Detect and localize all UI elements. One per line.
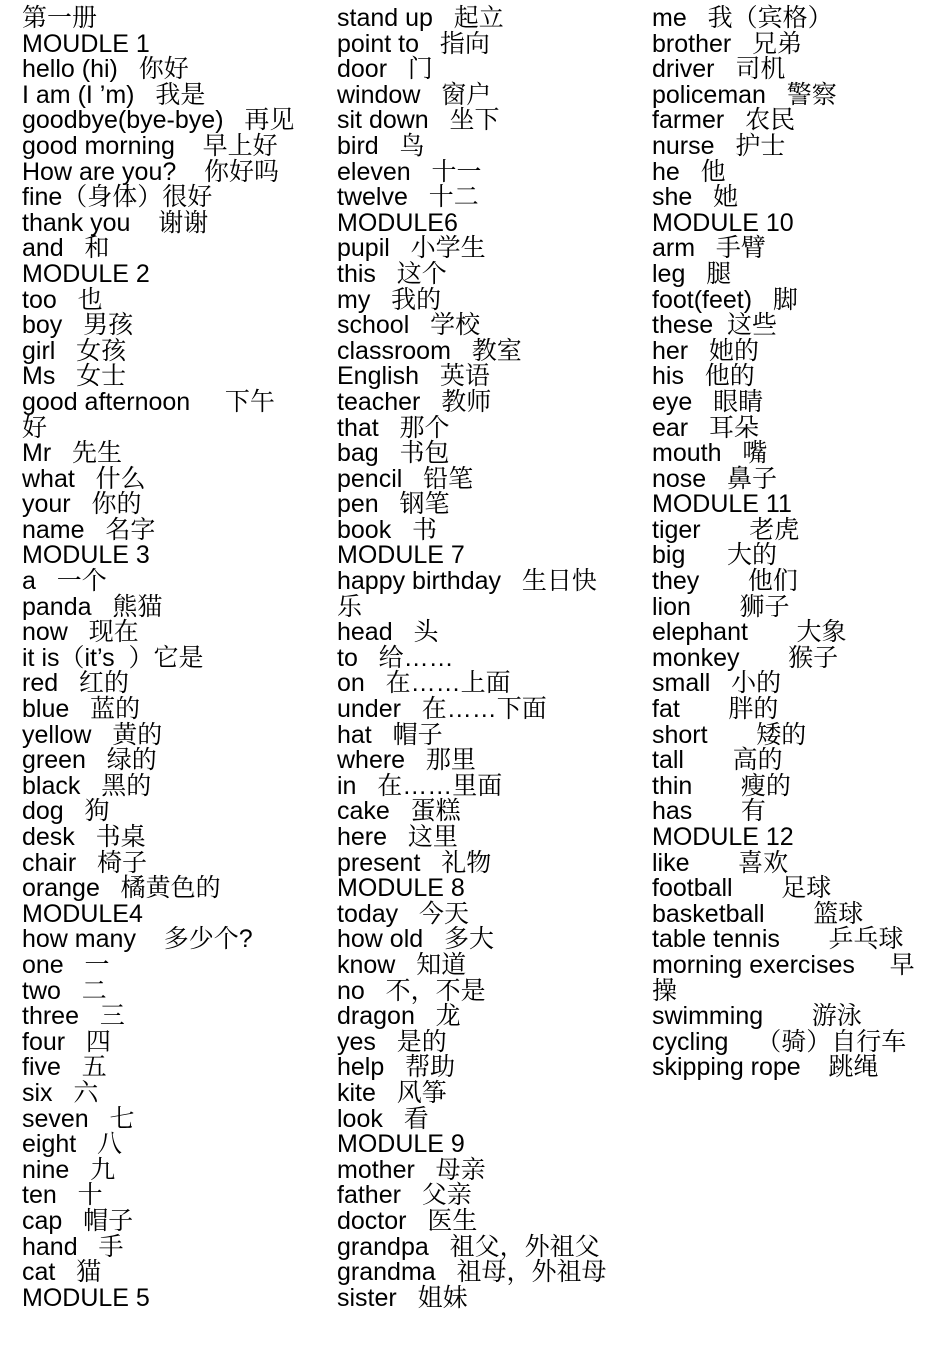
vocab-entry: farmer 农民 — [652, 106, 796, 135]
vocab-entry: seven 七 — [22, 1104, 135, 1133]
vocab-entry: grandma 祖母，外祖母 — [337, 1258, 607, 1287]
vocab-entry: grandpa 祖父，外祖父 — [337, 1232, 600, 1261]
vocab-entry: monkey 猴子 — [652, 643, 839, 672]
vocab-entry: Mr 先生 — [22, 439, 122, 468]
vocab-entry: bag 书包 — [337, 439, 450, 468]
vocab-entry: door 门 — [337, 55, 433, 84]
module-heading: MODULE4 — [22, 899, 143, 928]
vocab-entry: desk 书桌 — [22, 823, 146, 851]
vocab-entry: small 小的 — [652, 669, 782, 698]
vocabulary-column-3 — [652, 6, 930, 1081]
vocab-entry: me 我（宾格） — [652, 4, 833, 32]
vocab-entry: five 五 — [22, 1053, 107, 1082]
vocab-entry: arm 手臂 — [652, 234, 766, 263]
vocab-entry: his 他的 — [652, 362, 755, 391]
vocab-entry: yellow 黄的 — [22, 720, 163, 749]
vocab-entry: your 你的 — [22, 490, 142, 519]
vocab-entry: swimming 游泳 — [652, 1002, 862, 1031]
vocab-entry: she 她 — [652, 183, 739, 212]
vocabulary-column-2 — [337, 6, 617, 1311]
module-heading: MOUDLE 1 — [22, 29, 150, 58]
vocab-entry: what 什么 — [22, 464, 146, 493]
vocab-entry: to 给…… — [337, 643, 454, 672]
vocab-entry: her 她的 — [652, 336, 759, 365]
vocab-entry: ten 十 — [22, 1181, 103, 1210]
vocab-entry: doctor 医生 — [337, 1206, 478, 1235]
vocab-entry: dragon 龙 — [337, 1002, 461, 1031]
vocab-entry: tiger 老虎 — [652, 515, 800, 544]
vocab-entry: no 不，不是 — [337, 976, 486, 1005]
vocab-entry: boy 男孩 — [22, 311, 134, 340]
vocab-entry: yes 是的 — [337, 1027, 447, 1056]
vocab-entry: skipping rope 跳绳 — [652, 1053, 879, 1082]
vocab-entry: goodbye(bye-bye) 再见 — [22, 106, 295, 135]
vocab-entry: under 在……下面 — [337, 695, 547, 724]
vocab-entry: eye 眼睛 — [652, 387, 764, 416]
vocab-entry: pupil 小学生 — [337, 234, 486, 263]
vocab-entry: 第一册 — [22, 4, 98, 32]
vocab-entry: thin 瘦的 — [652, 771, 791, 800]
module-heading: MODULE 10 — [652, 208, 794, 237]
vocab-entry: three 三 — [22, 1002, 125, 1031]
vocab-entry: present 礼物 — [337, 848, 492, 877]
vocab-entry: hand 手 — [22, 1232, 124, 1261]
vocab-entry: pen 钢笔 — [337, 490, 450, 519]
vocab-entry: tall 高的 — [652, 746, 783, 775]
vocab-entry: policeman 警察 — [652, 80, 837, 109]
vocab-entry: leg 腿 — [652, 259, 732, 288]
vocab-entry: mouth 嘴 — [652, 439, 768, 468]
vocab-entry: one 一 — [22, 950, 110, 979]
vocab-entry: dog 狗 — [22, 797, 110, 826]
vocab-entry: and 和 — [22, 234, 110, 263]
module-heading: MODULE 8 — [337, 874, 465, 903]
module-heading: MODULE 3 — [22, 541, 150, 570]
vocab-entry: point to 指向 — [337, 29, 490, 58]
vocab-entry: too 也 — [22, 285, 103, 314]
vocab-entry: help 帮助 — [337, 1053, 456, 1082]
vocab-entry: how old 多大 — [337, 925, 495, 954]
vocab-entry: hello (hi) 你好 — [22, 55, 189, 84]
vocab-entry: a 一个 — [22, 567, 107, 596]
vocab-entry: red 红的 — [22, 669, 129, 698]
vocab-entry: table tennis 乒乓球 — [652, 925, 904, 954]
vocab-entry: basketball 篮球 — [652, 899, 864, 928]
vocab-entry: cap 帽子 — [22, 1206, 134, 1235]
vocab-entry: this 这个 — [337, 259, 447, 288]
vocab-entry: they 他们 — [652, 567, 798, 596]
vocab-entry: name 名字 — [22, 515, 156, 544]
vocab-entry: my 我的 — [337, 285, 442, 314]
vocab-entry: nine 九 — [22, 1155, 116, 1184]
vocab-entry: window 窗户 — [337, 80, 492, 109]
vocab-entry: six 六 — [22, 1078, 99, 1107]
vocab-entry: blue 蓝的 — [22, 695, 141, 724]
vocab-entry: morning exercises 早操 — [652, 950, 915, 1005]
vocab-entry: twelve 十二 — [337, 183, 479, 212]
vocab-entry: eight 八 — [22, 1130, 123, 1159]
vocab-entry: English 英语 — [337, 362, 490, 391]
module-heading: MODULE 12 — [652, 823, 794, 851]
vocab-entry: head 头 — [337, 618, 439, 647]
vocab-entry: nurse 护士 — [652, 131, 786, 160]
vocab-entry: stand up 起立 — [337, 4, 504, 32]
module-heading: MODULE 7 — [337, 541, 465, 570]
vocab-entry: black 黑的 — [22, 771, 152, 800]
vocab-entry: Ms 女士 — [22, 362, 127, 391]
vocab-entry: teacher 教师 — [337, 387, 492, 416]
vocab-entry: sit down 坐下 — [337, 106, 500, 135]
vocab-entry: pencil 铅笔 — [337, 464, 474, 493]
module-heading: MODULE6 — [337, 208, 458, 237]
vocab-entry: fat 胖的 — [652, 695, 779, 724]
vocab-entry: foot(feet) 脚 — [652, 285, 798, 314]
vocab-entry: nose 鼻子 — [652, 464, 778, 493]
vocab-entry: like 喜欢 — [652, 848, 789, 877]
vocab-entry: that 那个 — [337, 413, 450, 442]
vocab-entry: here 这里 — [337, 823, 458, 851]
vocab-entry: football 足球 — [652, 874, 832, 903]
vocab-entry: lion 狮子 — [652, 592, 790, 621]
vocab-entry: good afternoon 下午好 — [22, 387, 275, 442]
vocab-entry: girl 女孩 — [22, 336, 127, 365]
module-heading: MODULE 9 — [337, 1130, 465, 1159]
vocab-entry: good morning 早上好 — [22, 131, 278, 160]
vocab-entry: How are you? 你好吗 — [22, 157, 280, 186]
module-heading: MODULE 11 — [652, 490, 792, 519]
vocab-entry: kite 风筝 — [337, 1078, 447, 1107]
vocab-entry: today 今天 — [337, 899, 469, 928]
vocab-entry: cake 蛋糕 — [337, 797, 461, 826]
vocab-entry: elephant 大象 — [652, 618, 847, 647]
vocab-entry: four 四 — [22, 1027, 111, 1056]
vocab-entry: hat 帽子 — [337, 720, 443, 749]
vocab-entry: he 他 — [652, 157, 726, 186]
vocab-entry: chair 椅子 — [22, 848, 148, 877]
vocab-entry: thank you 谢谢 — [22, 208, 209, 237]
vocab-entry: panda 熊猫 — [22, 592, 163, 621]
vocab-entry: ear 耳朵 — [652, 413, 759, 442]
vocab-entry: cycling （骑）自行车 — [652, 1027, 907, 1056]
vocab-entry: driver 司机 — [652, 55, 786, 84]
vocab-entry: school 学校 — [337, 311, 481, 340]
vocab-entry: green 绿的 — [22, 746, 157, 775]
vocab-entry: look 看 — [337, 1104, 429, 1133]
vocab-entry: two 二 — [22, 976, 107, 1005]
vocab-entry: on 在……上面 — [337, 669, 511, 698]
vocab-entry: now 现在 — [22, 618, 139, 647]
vocab-entry: has 有 — [652, 797, 766, 826]
vocab-entry: it is（it’s ）它是 — [22, 643, 204, 672]
vocab-entry: in 在……里面 — [337, 771, 503, 800]
module-heading: MODULE 2 — [22, 259, 150, 288]
vocab-entry: fine（身体）很好 — [22, 183, 213, 212]
vocab-entry: know 知道 — [337, 950, 467, 979]
vocab-entry: big 大的 — [652, 541, 778, 570]
vocab-entry: brother 兄弟 — [652, 29, 803, 58]
vocab-entry: cat 猫 — [22, 1258, 102, 1287]
vocab-entry: happy birthday 生日快乐 — [337, 567, 597, 621]
vocab-entry: where 那里 — [337, 746, 476, 775]
vocab-entry: book 书 — [337, 515, 438, 544]
vocabulary-column-1 — [22, 6, 297, 1311]
vocab-entry: mother 母亲 — [337, 1155, 486, 1184]
vocab-entry: classroom 教室 — [337, 336, 522, 365]
vocab-entry: I am (I ’m) 我是 — [22, 80, 206, 109]
vocab-entry: bird 鸟 — [337, 131, 425, 160]
vocab-entry: how many 多少个? — [22, 925, 253, 954]
vocab-entry: orange 橘黄色的 — [22, 874, 221, 903]
vocab-entry: father 父亲 — [337, 1181, 472, 1210]
module-heading: MODULE 5 — [22, 1283, 150, 1312]
vocab-entry: sister 姐妹 — [337, 1283, 468, 1312]
vocab-entry: short 矮的 — [652, 720, 807, 749]
vocab-entry: eleven 十一 — [337, 157, 482, 186]
vocab-entry: these 这些 — [652, 311, 778, 340]
